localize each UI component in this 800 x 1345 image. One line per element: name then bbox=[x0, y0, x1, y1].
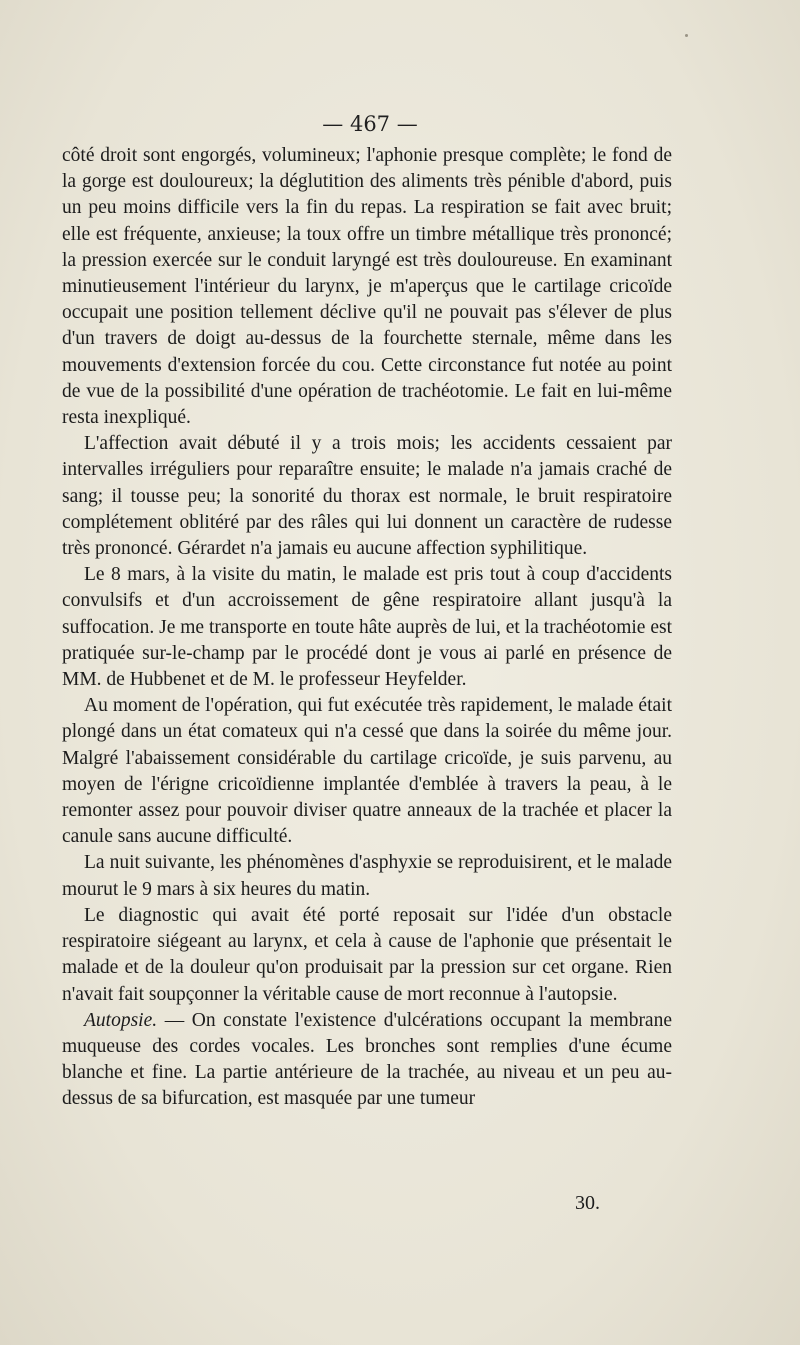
signature-mark: 30. bbox=[575, 1192, 600, 1214]
page-number: — 467 — bbox=[322, 112, 418, 136]
autopsy-label: Autopsie. bbox=[84, 1009, 158, 1031]
paper-speck bbox=[685, 34, 688, 37]
paragraph-clinical-exam: côté droit sont engorgés, volumineux; l'aphonie presque complète; le fond de la gorge est douloureux; la déglutition des aliments très pénible d'abord, puis un peu moins difficile vers la fin du repas. La respiration se fait avec bruit; elle est fréquente, anxieuse; la toux offre un timbre métallique très prononcé; la pression exercée sur le conduit laryngé est très douloureuse. En examinant minutieusement l'intérieur du larynx, je m'aperçus que le cartilage cricoïde occupait une position tellement déclive qu'il ne pouvait pas s'élever de plus d'un travers de doigt au-dessus de la fourchette sternale, même dans les mouvements d'extension forcée du cou. Cette circonstance fut notée au point de vue de la possibilité d'une opération de trachéotomie. Le fait en lui-même resta inexpliqué. bbox=[62, 145, 672, 429]
paragraph-autopsy bbox=[62, 1008, 672, 1113]
autopsy-text: — On constate l'existence d'ulcérations occupant la membrane muqueuse des cordes vocales. Les bronches sont remplies d'une écume blanche et fine. La partie antérieure de la trachée, au niveau et un peu au-dessus de sa bifurcation, est masquée par une tumeur bbox=[62, 1009, 672, 1110]
paragraph-history: L'affection avait débuté il y a trois mois; les accidents cessaient par intervalles irréguliers pour reparaître ensuite; le malade n'a jamais craché de sang; il tousse peu; la sonorité du thorax est normale, le bruit respiratoire complétement oblitéré par des râles qui lui donnent un caractère de rudesse très prononcé. Gérardet n'a jamais eu aucune affection syphilitique. bbox=[62, 433, 672, 560]
paragraph-diagnosis: Le diagnostic qui avait été porté reposait sur l'idée d'un obstacle respiratoire siégeant au larynx, et cela à cause de l'aphonie que présentait le malade et de la douleur qu'on produisait par la pression sur cet organe. Rien n'avait fait soupçonner la véritable cause de mort reconnue à l'autopsie. bbox=[62, 904, 672, 1005]
body-text bbox=[62, 143, 672, 1113]
paragraph-death: La nuit suivante, les phénomènes d'asphyxie se reproduisirent, et le malade mourut le 9 mars à six heures du matin. bbox=[62, 852, 672, 900]
paragraph-operation: Au moment de l'opération, qui fut exécutée très rapidement, le malade était plongé dans un état comateux qui n'a cessé que dans la soirée du même jour. Malgré l'abaissement considérable du cartilage cricoïde, je suis parvenu, au moyen de l'érigne cricoïdienne implantée d'emblée à travers la peau, à le remonter assez pour pouvoir diviser quatre anneaux de la trachée et placer la canule sans aucune difficulté. bbox=[62, 695, 672, 848]
paragraph-crisis: Le 8 mars, à la visite du matin, le malade est pris tout à coup d'accidents convulsifs et d'un accroissement de gêne respiratoire allant jusqu'à la suffocation. Je me transporte en toute hâte auprès de lui, et la trachéotomie est pratiquée sur-le-champ par le procédé dont je vous ai parlé en présence de MM. de Hubbenet et de M. le professeur Heyfelder. bbox=[62, 564, 672, 691]
